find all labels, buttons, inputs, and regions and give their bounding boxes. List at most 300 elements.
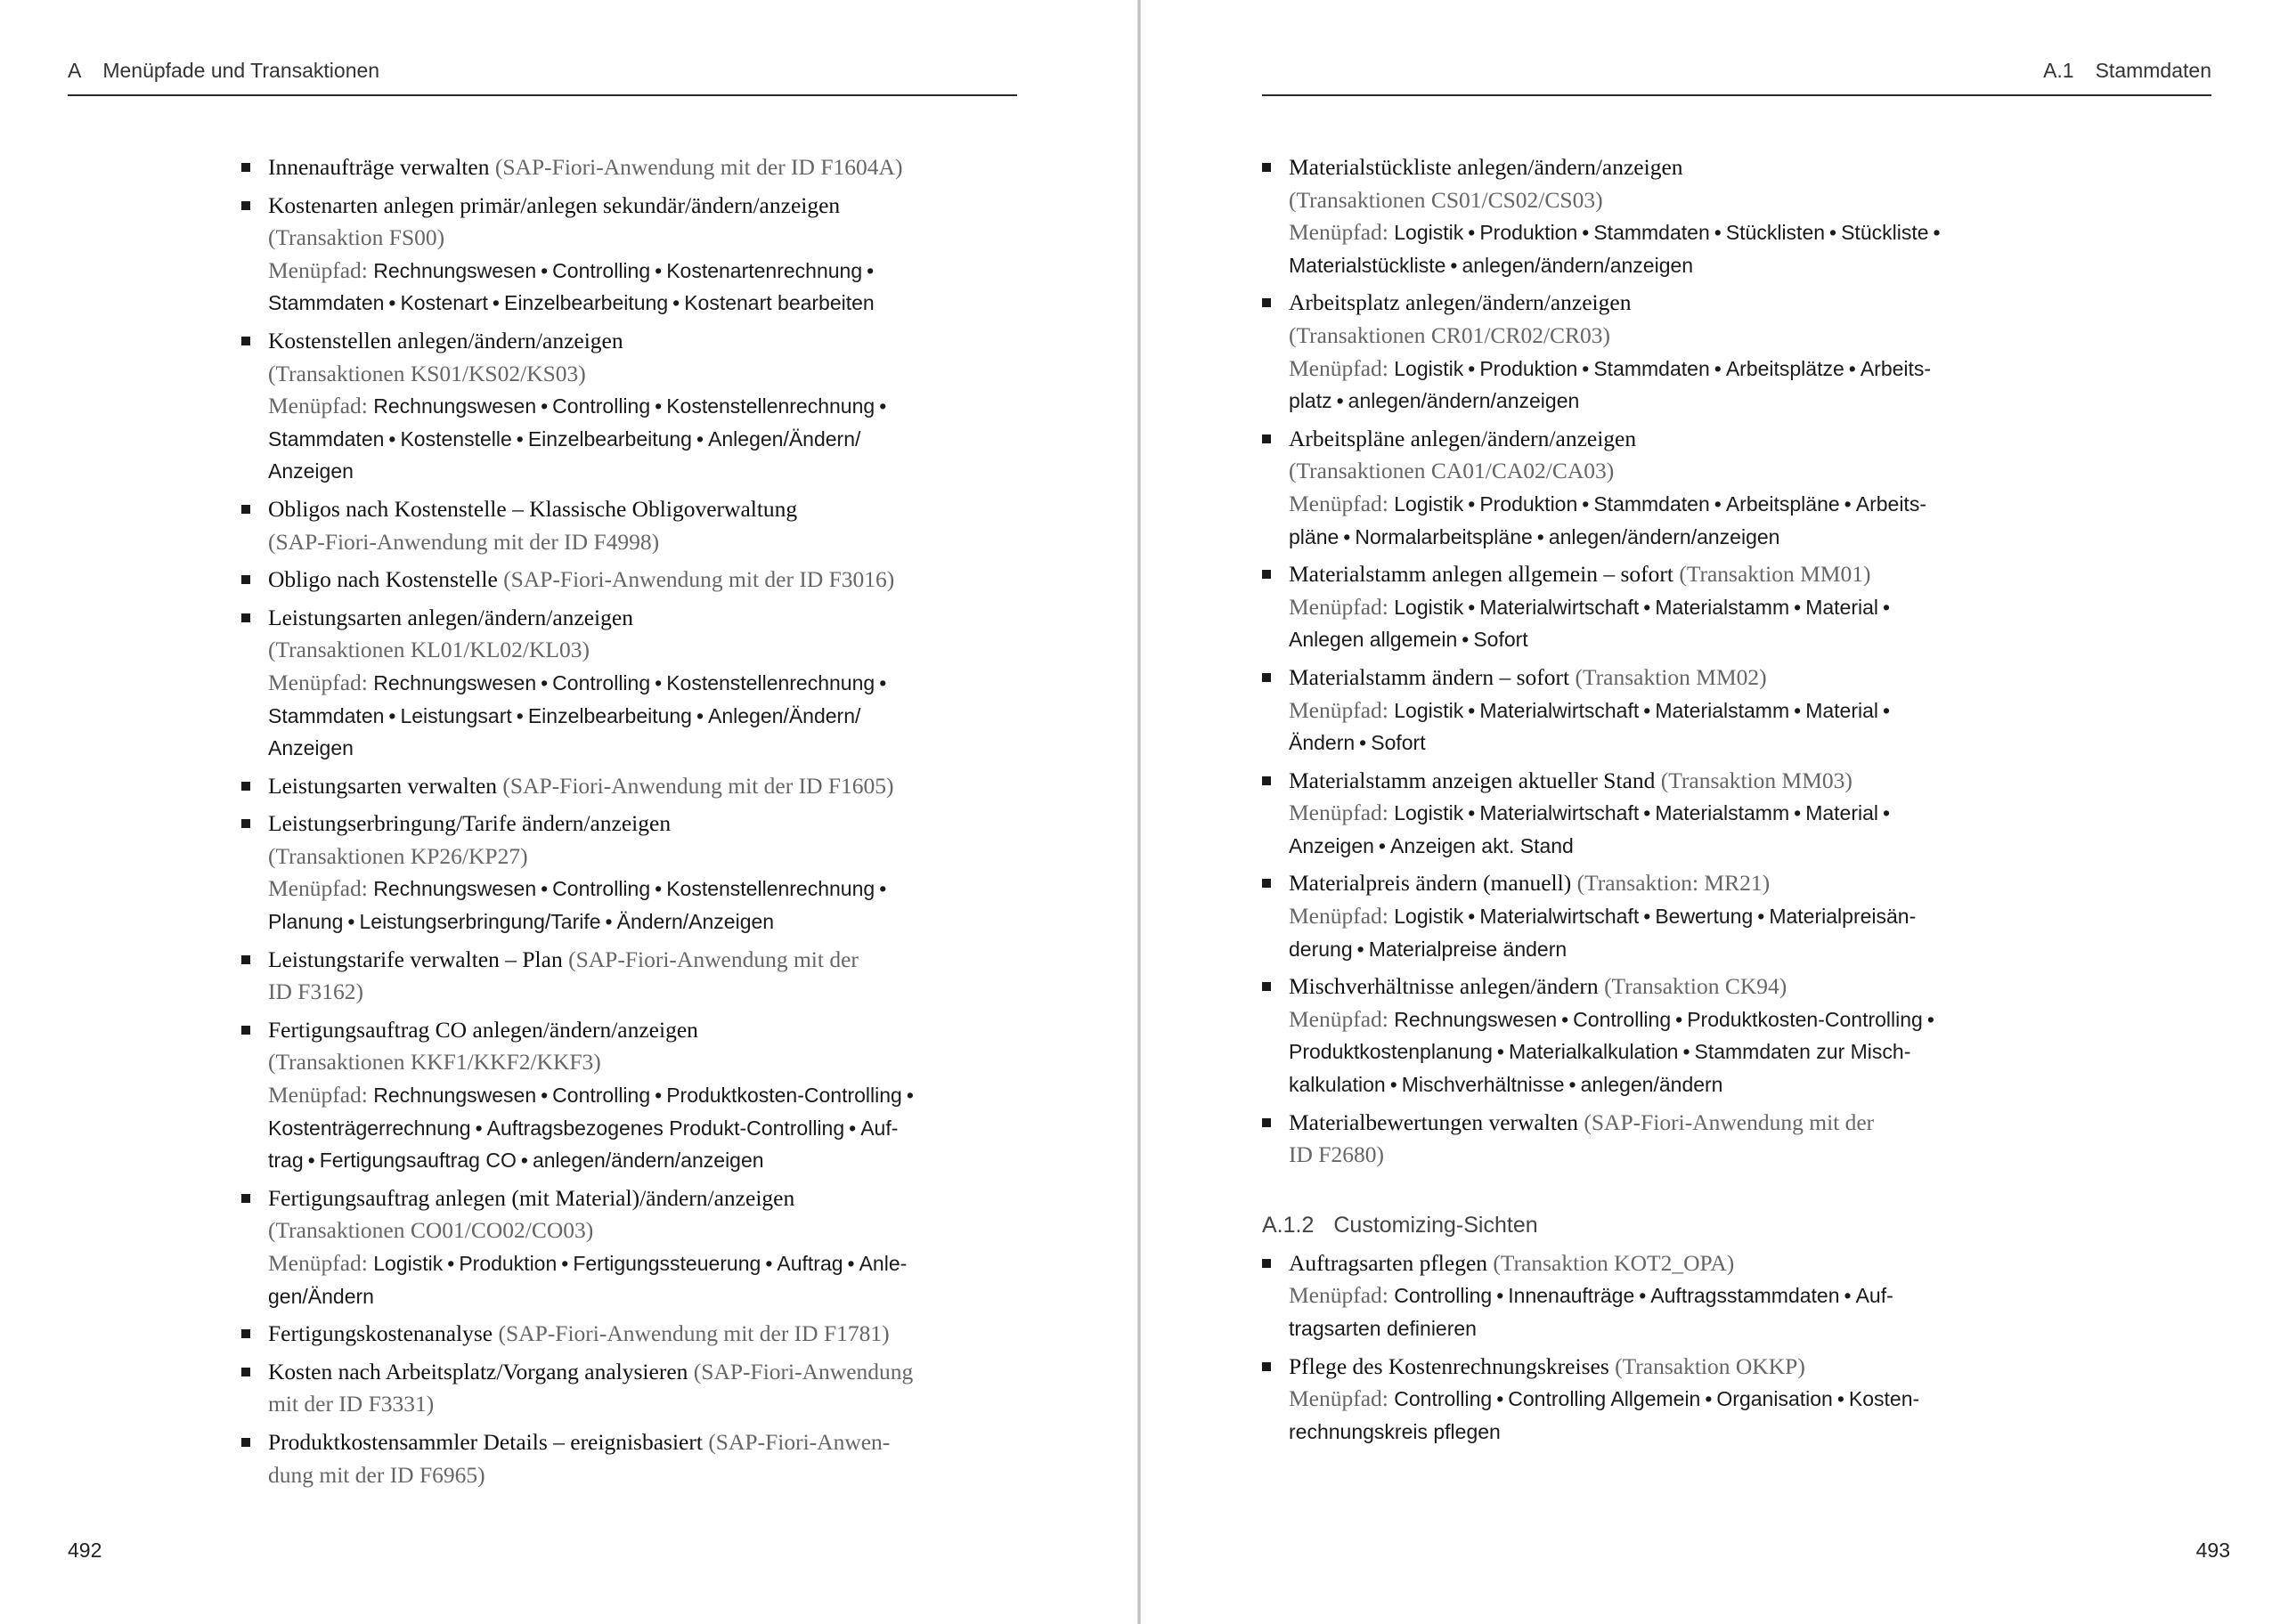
path-separator-icon: • [1794,801,1802,825]
menu-path-step: Planung [268,910,344,934]
text-line [268,1079,1221,1112]
text-line [1289,727,2215,759]
menu-path-step: Fertigungsauftrag CO [319,1149,517,1173]
menu-path-label: Menüpfad: [1289,219,1395,246]
entry-detail: (SAP-Fiori-Anwen- [708,1428,891,1455]
path-separator-icon: • [1468,595,1476,619]
menu-path-label: Menüpfad: [268,1082,374,1108]
bullet-icon [241,1368,250,1376]
path-separator-icon: • [1757,905,1765,929]
menu-path-label: Menüpfad: [268,1250,374,1276]
menu-path-step: Innenaufträge [1508,1284,1635,1308]
menu-path-step: Arbeitsplätze [1725,356,1844,380]
menu-path-step: Rechnungswesen [373,394,537,418]
menu-path-label: Menüpfad: [268,393,374,419]
path-separator-icon: • [307,1149,315,1173]
menu-path-step: Leistungsart [400,703,512,727]
menu-path-step: Stückliste [1841,221,1929,245]
entry-detail: (SAP-Fiori-Anwendung mit der ID F1605) [502,772,894,799]
text-line [1289,900,2215,933]
text-line [1289,1003,2215,1036]
menu-path-step: Materialstamm [1655,698,1790,722]
menu-path-step: Stammdaten [1593,221,1710,245]
entry-title: Pflege des Kostenrechnungskreises [1289,1352,1616,1379]
entry-title: Leistungserbringung/Tarife ändern/anzeigen [268,810,672,837]
bullet-icon [241,163,250,172]
entry-detail: (Transaktion MM03) [1660,767,1852,793]
path-separator-icon: • [347,910,355,934]
menu-path-step: Logistik [1394,221,1464,245]
text-line [268,325,1221,358]
text-line [268,1182,1221,1215]
bullet-icon [241,575,250,584]
menu-path-step: anlegen/ändern/anzeigen [1348,389,1580,413]
menu-path-step: Sofort [1473,628,1528,652]
path-separator-icon: • [1926,1007,1934,1031]
menu-path-step: Anzeigen akt. Stand [1389,833,1574,857]
path-separator-icon: • [1643,698,1651,722]
menu-path-step: Rechnungswesen [373,1084,537,1108]
text-line [1289,455,2215,488]
entry-title: Produktkostensammler Details – ereignisbasiert [268,1428,709,1455]
entry-detail: (Transaktion MM02) [1575,663,1767,690]
menu-path-step: platz [1289,389,1332,413]
menu-path-label: Menüpfad: [1289,696,1395,723]
bullet-icon [1262,1259,1271,1268]
menu-path-step: Einzelbearbeitung [527,426,692,451]
path-separator-icon: • [561,1252,569,1275]
entry-detail: (Transaktion KOT2_OPA) [1493,1249,1735,1276]
list-item [268,944,1221,1009]
text-line [268,1388,1221,1421]
path-separator-icon: • [541,670,549,694]
list-item [268,1014,1221,1177]
list-item [268,325,1221,488]
menu-path-step: Materialwirtschaft [1479,801,1640,825]
path-separator-icon: • [655,258,663,282]
path-separator-icon: • [1468,221,1476,245]
list-item [268,190,1221,320]
menu-path-step: Produktkosten-Controlling [1687,1007,1923,1031]
menu-path-step: Kostenstelle [400,426,512,451]
menu-path-step: anlegen/ändern/anzeigen [1548,524,1780,548]
path-separator-icon: • [1933,221,1941,245]
path-separator-icon: • [867,258,875,282]
menu-path-step: Bewertung [1655,905,1754,929]
text-line [1289,830,2215,863]
text-line [268,976,1221,1009]
entry-list [268,151,1221,1491]
path-separator-icon: • [1682,1040,1690,1064]
menu-path-label: Menüpfad: [1289,800,1395,826]
menu-path-label: Menüpfad: [268,875,374,902]
text-line [1289,1312,2215,1345]
bullet-icon [241,201,250,210]
menu-path-step: Materialwirtschaft [1479,595,1640,619]
list-item [268,602,1221,765]
menu-path-step: Controlling [1394,1387,1493,1411]
menu-path-label: Menüpfad: [1289,354,1395,381]
menu-path-step: Ändern/Anzeigen [616,910,775,934]
menu-path-step: Auf- [860,1116,899,1140]
menu-path-step: Mischverhältnisse [1401,1073,1565,1097]
path-separator-icon: • [1378,833,1386,857]
text-line [268,564,1221,597]
text-line [1289,184,2215,217]
menu-path-label: Menüpfad: [268,256,374,283]
entry-title: Obligo nach Kostenstelle [268,566,504,593]
text-line [268,1214,1221,1247]
bullet-icon [241,613,250,622]
menu-path-step: Stammdaten [268,426,385,451]
path-separator-icon: • [1496,1387,1504,1411]
menu-path-step: Materialwirtschaft [1479,698,1640,722]
bullet-icon [1262,298,1271,307]
menu-path-step: Anzeigen [268,736,354,760]
text-line [268,808,1221,840]
entry-title: Fertigungskostenanalyse [268,1320,499,1347]
path-separator-icon: • [1450,253,1458,277]
chapter-number: A [68,59,82,82]
text-line [1289,151,2215,184]
path-separator-icon: • [1561,1007,1569,1031]
path-separator-icon: • [1639,1284,1647,1308]
menu-path-step: Einzelbearbeitung [527,703,692,727]
text-line [1289,591,2215,624]
bullet-icon [1262,879,1271,888]
entry-title: Materialstückliste anlegen/ändern/anzeigen [1289,154,1683,180]
subsection-title: Customizing-Sichten [1333,1212,1538,1238]
path-separator-icon: • [541,877,549,901]
text-line [1289,558,2215,591]
path-separator-icon: • [879,394,887,418]
menu-path-step: Stammdaten [1593,491,1710,516]
path-separator-icon: • [696,703,704,727]
menu-path-step: anlegen/ändern [1580,1073,1723,1097]
left-page [0,0,1137,1624]
menu-path-step: Anzeigen [268,459,354,483]
entry-title: Leistungsarten verwalten [268,772,503,799]
text-line [268,905,1221,938]
text-line [268,602,1221,635]
entry-title: Arbeitspläne anlegen/ändern/anzeigen [1289,425,1637,451]
text-line [268,840,1221,873]
path-separator-icon: • [1794,595,1802,619]
path-separator-icon: • [879,670,887,694]
text-line [1289,765,2215,798]
list-item [268,564,1221,597]
text-line [1289,488,2215,521]
menu-path-step: Stammdaten [268,703,385,727]
entry-title: Auftragsarten pflegen [1289,1249,1494,1276]
menu-path-step: Controlling [552,877,651,901]
text-line [268,1247,1221,1280]
path-separator-icon: • [1582,491,1590,516]
bullet-icon [241,505,250,514]
list-item [1289,662,2215,759]
path-separator-icon: • [1848,356,1856,380]
path-separator-icon: • [1705,1387,1713,1411]
right-content [1262,151,2215,1453]
menu-path-label: Menüpfad: [1289,1385,1395,1412]
text-line [268,770,1221,803]
chapter-title: Menüpfade und Transaktionen [102,59,380,82]
menu-path-step: Logistik [1394,905,1464,929]
list-item [1289,423,2215,553]
text-line [268,390,1221,423]
path-separator-icon: • [1582,356,1590,380]
text-line [1289,353,2215,386]
list-item [1289,1247,2215,1345]
bullet-icon [241,1194,250,1203]
menu-path-step: Logistik [1394,491,1464,516]
text-line [268,493,1221,526]
text-line [268,1426,1221,1459]
path-separator-icon: • [1496,1040,1504,1064]
menu-path-step: Arbeits- [1855,491,1926,516]
entry-detail: (SAP-Fiori-Anwendung mit der [568,946,859,972]
entry-detail: (SAP-Fiori-Anwendung mit der ID F1604A) [494,154,903,180]
text-line [268,873,1221,905]
entry-detail: (Transaktionen KP26/KP27) [268,842,528,869]
menu-path-step: Materialpreisän- [1769,905,1917,929]
entry-title: Kostenarten anlegen primär/anlegen sekundär/ändern/anzeigen [268,191,841,218]
text-line [1289,423,2215,456]
entry-title: Kostenstellen anlegen/ändern/anzeigen [268,327,623,353]
menu-path-step: Controlling [552,670,651,694]
entry-title: Materialstamm anzeigen aktueller Stand [1289,767,1661,793]
path-separator-icon: • [1389,1073,1397,1097]
menu-path-step: Einzelbearbeitung [503,291,669,315]
text-line [1289,1383,2215,1416]
menu-path-step: Auftrag [777,1252,843,1275]
menu-path-step: Materialpreise ändern [1368,937,1568,961]
path-separator-icon: • [1714,491,1722,516]
path-separator-icon: • [492,291,500,315]
text-line [1289,1107,2215,1140]
text-line [1289,1247,2215,1280]
menu-path-step: Rechnungswesen [1394,1007,1558,1031]
text-line [268,255,1221,288]
text-line [1289,623,2215,656]
path-separator-icon: • [516,703,524,727]
menu-path-step: Controlling [1394,1284,1493,1308]
list-item [268,808,1221,938]
entry-detail: (SAP-Fiori-Anwendung mit der ID F4998) [268,528,660,555]
path-separator-icon: • [1643,595,1651,619]
menu-path-step: Auftragsstammdaten [1650,1284,1840,1308]
path-separator-icon: • [1468,905,1476,929]
subsection-number: A.1.2 [1262,1212,1315,1238]
entry-detail: (SAP-Fiori-Anwendung mit der ID F3016) [503,566,895,593]
menu-path-step: Produktion [1479,356,1578,380]
section-title: Stammdaten [2095,59,2211,82]
path-separator-icon: • [1794,698,1802,722]
bullet-icon [241,782,250,791]
path-separator-icon: • [541,1084,549,1108]
text-line [268,732,1221,765]
menu-path-step: Materialstamm [1655,595,1790,619]
text-line [268,944,1221,977]
path-separator-icon: • [1883,698,1891,722]
entry-title: Arbeitsplatz anlegen/ändern/anzeigen [1289,289,1632,316]
path-separator-icon: • [672,291,680,315]
path-separator-icon: • [475,1116,483,1140]
text-line [1289,1139,2215,1172]
running-head-right [1262,59,2211,96]
menu-path-step: Stammdaten [1593,356,1710,380]
list-item [268,1356,1221,1421]
menu-path-step: Kostenstellenrechnung [666,670,875,694]
menu-path-step: Materialwirtschaft [1479,905,1640,929]
bullet-icon [1262,1362,1271,1371]
path-separator-icon: • [1468,801,1476,825]
entry-list [1289,151,2215,1172]
path-separator-icon: • [1462,628,1470,652]
entry-detail: ID F2680) [1289,1141,1384,1168]
page-number-right: 493 [2195,1539,2230,1562]
path-separator-icon: • [1536,524,1544,548]
text-line [1289,320,2215,353]
bullet-icon [241,1026,250,1035]
bullet-icon [1262,570,1271,579]
menu-path-step: Logistik [373,1252,444,1275]
menu-path-step: Anlegen allgemein [1289,628,1458,652]
running-head-left [68,59,1017,96]
menu-path-step: Arbeitspläne [1725,491,1840,516]
menu-path-step: Produktion [459,1252,558,1275]
menu-path-step: rechnungskreis pflegen [1289,1419,1501,1443]
menu-path-step: Kostenart [400,291,488,315]
text-line [1289,521,2215,554]
menu-path-step: Leistungserbringung/Tarife [359,910,601,934]
entry-detail: (Transaktion OKKP) [1615,1352,1805,1379]
bullet-icon [1262,163,1271,172]
menu-path-step: Controlling [552,258,651,282]
path-separator-icon: • [906,1084,914,1108]
menu-path-step: Anlegen/Ändern/ [708,426,861,451]
path-separator-icon: • [1883,801,1891,825]
path-separator-icon: • [1359,731,1367,755]
text-line [1289,216,2215,249]
text-line [1289,385,2215,418]
menu-path-step: gen/Ändern [268,1284,374,1308]
menu-path-step: Normalarbeitspläne [1355,524,1533,548]
entry-detail: (Transaktionen KL01/KL02/KL03) [268,637,590,663]
menu-path-step: Anlegen/Ändern/ [708,703,861,727]
path-separator-icon: • [388,426,396,451]
path-separator-icon: • [516,426,524,451]
path-separator-icon: • [1568,1073,1576,1097]
path-separator-icon: • [1643,905,1651,929]
text-line [268,1280,1221,1313]
entry-detail: (Transaktionen KS01/KS02/KS03) [268,360,586,386]
menu-path-step: Kostenart bearbeiten [684,291,875,315]
entry-detail: (SAP-Fiori-Anwendung [693,1358,914,1384]
entry-detail: (Transaktionen KKF1/KKF2/KKF3) [268,1049,601,1076]
entry-title: Obligos nach Kostenstelle – Klassische Obligoverwaltung [268,495,798,522]
path-separator-icon: • [1844,491,1852,516]
text-line [268,1356,1221,1389]
menu-path-step: pläne [1289,524,1340,548]
path-separator-icon: • [605,910,613,934]
left-content [268,151,1221,1497]
text-line [268,1112,1221,1145]
text-line [1289,1068,2215,1101]
path-separator-icon: • [1468,698,1476,722]
text-line [268,1318,1221,1351]
menu-path-step: trag [268,1149,304,1173]
right-page [1141,0,2280,1624]
path-separator-icon: • [1356,937,1364,961]
text-line [1289,970,2215,1003]
menu-path-step: Sofort [1371,731,1426,755]
text-line [1289,249,2215,282]
menu-path-step: Stücklisten [1725,221,1826,245]
menu-path-step: Auf- [1855,1284,1893,1308]
path-separator-icon: • [1468,356,1476,380]
menu-path-step: Logistik [1394,698,1464,722]
path-separator-icon: • [696,426,704,451]
list-item [268,151,1221,184]
menu-path-label: Menüpfad: [1289,593,1395,620]
entry-detail: (Transaktion MM01) [1679,561,1871,588]
entry-detail: dung mit der ID F6965) [268,1461,485,1488]
bullet-icon [241,1438,250,1447]
menu-path-step: Logistik [1394,595,1464,619]
text-line [1289,797,2215,830]
list-item [1289,558,2215,656]
menu-path-step: Material [1805,801,1878,825]
text-line [268,287,1221,320]
list-item [1289,287,2215,417]
entry-list [1289,1247,2215,1449]
text-line [268,1144,1221,1177]
path-separator-icon: • [655,394,663,418]
path-separator-icon: • [1643,801,1651,825]
path-separator-icon: • [1496,1284,1504,1308]
menu-path-step: Kostenstellenrechnung [666,877,875,901]
text-line [268,151,1221,184]
menu-path-step: Rechnungswesen [373,670,537,694]
entry-title: Materialbewertungen verwalten [1289,1108,1584,1135]
menu-path-step: Controlling [1573,1007,1672,1031]
list-item [1289,970,2215,1100]
entry-detail: (Transaktionen CS01/CS02/CS03) [1289,186,1603,213]
path-separator-icon: • [447,1252,455,1275]
text-line [268,1046,1221,1079]
menu-path-step: Materialstamm [1655,801,1790,825]
entry-title: Fertigungsauftrag anlegen (mit Material)/ändern/anzeigen [268,1184,795,1211]
page-number-left: 492 [68,1539,102,1562]
menu-path-step: Fertigungssteuerung [573,1252,761,1275]
entry-title: Fertigungsauftrag CO anlegen/ändern/anzeigen [268,1016,698,1043]
menu-path-step: Produktkosten-Controlling [666,1084,902,1108]
menu-path-step: kalkulation [1289,1073,1386,1097]
list-item [268,493,1221,558]
menu-path-step: Auftragsbezogenes Produkt-Controlling [486,1116,845,1140]
entry-title: Kosten nach Arbeitsplatz/Vorgang analysieren [268,1358,694,1384]
menu-path-step: tragsarten definieren [1289,1317,1477,1340]
entry-detail: (Transaktion FS00) [268,224,445,251]
entry-title: Materialstamm anlegen allgemein – sofort [1289,561,1680,588]
path-separator-icon: • [1829,221,1837,245]
bullet-icon [1262,434,1271,443]
menu-path-label: Menüpfad: [1289,490,1395,516]
menu-path-step: Rechnungswesen [373,258,537,282]
menu-path-step: derung [1289,937,1353,961]
menu-path-step: Materialstückliste [1289,253,1446,277]
